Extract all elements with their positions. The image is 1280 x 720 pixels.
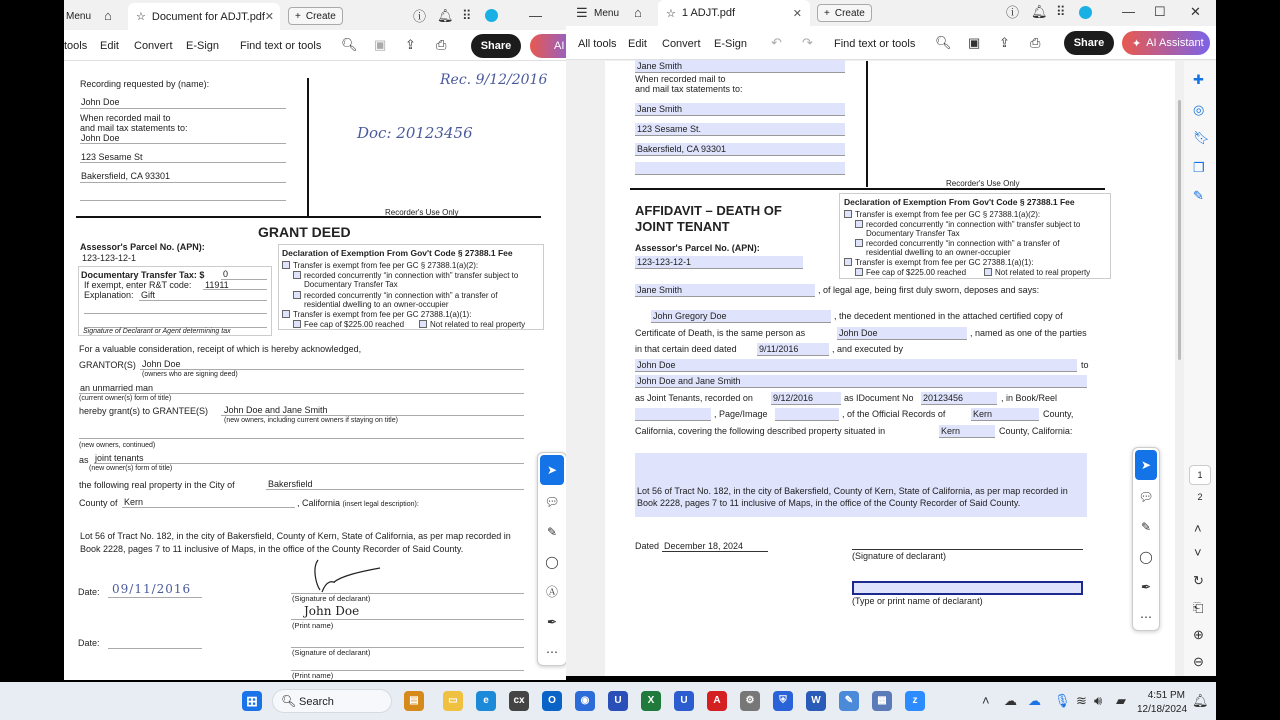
close-window-icon[interactable]: ✕ [1190, 4, 1201, 19]
sign-icon[interactable]: ✒ [546, 615, 558, 629]
tab-title: 1 ADJT.pdf [681, 7, 736, 19]
text: County, [1043, 409, 1074, 419]
value: 11911 [205, 280, 229, 290]
text-box-icon[interactable]: Ⓐ [545, 585, 558, 599]
edit-button[interactable]: Edit [100, 40, 119, 52]
checkbox[interactable] [855, 220, 863, 228]
ai-label: AI [554, 40, 565, 52]
page-fit-icon[interactable]: ⎗ [1193, 600, 1204, 615]
search-icon[interactable]: 🔍︎ [341, 37, 358, 52]
apps-icon[interactable]: ⠿ [1056, 4, 1066, 19]
search-icon: 🔍︎ [281, 694, 297, 708]
executed-by-field[interactable]: John Doe [635, 359, 1077, 372]
tab-document[interactable] [658, 0, 810, 26]
checkbox[interactable] [293, 291, 301, 299]
home-icon[interactable]: ⌂ [634, 5, 642, 20]
all-tools-button[interactable]: All tools [578, 38, 617, 50]
tab-title: Document for ADJT.pdf [151, 10, 265, 23]
label: (Signature of declarant) [292, 648, 371, 657]
name-field[interactable]: Jane Smith [635, 60, 845, 73]
share-button[interactable]: Share [1064, 31, 1114, 55]
edit-button[interactable]: Edit [628, 38, 647, 50]
print-icon[interactable]: ⎙ [1030, 35, 1041, 50]
save-icon[interactable]: ▣ [968, 35, 981, 50]
floating-toolbar [537, 452, 566, 666]
transfer-tax-box [78, 266, 272, 336]
label: Transfer is exempt from fee per GC 27388.1(a)(1): [293, 310, 472, 319]
comment-icon[interactable]: 💬︎ [1138, 490, 1154, 504]
minimize-icon[interactable]: — [1122, 4, 1135, 19]
notification-bell-icon[interactable]: 🔔︎ [1192, 693, 1209, 708]
page-2-button[interactable]: 2 [1197, 492, 1203, 502]
print-icon[interactable]: ⎙ [436, 37, 447, 52]
menu-button[interactable]: Menu [66, 11, 92, 22]
value: John Doe [81, 97, 120, 107]
bell-icon[interactable]: 🔔︎ [437, 8, 454, 23]
checkbox[interactable] [984, 268, 992, 276]
label: the following real property in the City of [79, 480, 235, 490]
recorded-date-field[interactable]: 9/12/2016 [771, 392, 841, 405]
excel-icon[interactable]: X [641, 691, 661, 711]
chevron-down-icon[interactable]: ˅ [1194, 545, 1202, 560]
left-acrobat-window [64, 0, 566, 680]
help-icon[interactable]: ⓘ [413, 9, 427, 24]
label: hereby grant(s) to GRANTEE(S) [79, 406, 209, 416]
comment-add-icon[interactable]: ✚ [1193, 72, 1204, 87]
rotate-icon[interactable]: ↻ [1193, 573, 1204, 588]
checkbox[interactable] [844, 258, 852, 266]
value: Gift [141, 290, 156, 300]
label: Signature of Declarant or Agent determining tax [83, 328, 231, 335]
hint: (new owners, continued) [79, 442, 156, 449]
signature-drawing [308, 558, 388, 594]
briefcase-app-icon[interactable]: ▤ [404, 691, 424, 711]
hint: (current owner(s) form of title) [79, 395, 172, 402]
text: in that certain deed dated [635, 344, 737, 354]
label: Assessor's Parcel No. (APN): [80, 242, 205, 252]
chevron-up-icon[interactable]: ˄ [982, 693, 990, 708]
chevron-up-icon[interactable]: ˄ [1194, 521, 1202, 536]
lasso-icon[interactable]: ◯ [545, 555, 559, 569]
handwritten-name: John Doe [304, 604, 360, 618]
value: John Doe and Jane Smith [224, 405, 328, 415]
upload-icon[interactable]: ⇪ [405, 37, 416, 52]
hint: (insert legal description): [342, 501, 419, 508]
text: , the decedent mentioned in the attached certified copy of [834, 311, 1063, 321]
windows-start-icon[interactable]: ⊞ [242, 691, 262, 711]
label: residential dwelling to an owner-occupier [866, 248, 1011, 257]
value: 0 [223, 269, 229, 279]
minimize-icon[interactable]: — [529, 8, 542, 23]
text: Certificate of Death, is the same person as [635, 328, 806, 338]
print-name-field[interactable] [852, 581, 1083, 595]
checkbox[interactable] [855, 239, 863, 247]
legal-description: Lot 56 of Tract No. 182, in the city of Bakersfield, County of Kern, State of California, as per map recorded in Book 2228, pages 7 to 11 inclusive of Maps, in the office of the County Recorder of Said County. [80, 531, 511, 554]
ai-icon[interactable]: ◎ [1193, 102, 1205, 117]
text: , of legal age, being first duly sworn, deposes and says: [818, 285, 1040, 295]
toolbar [566, 26, 1216, 60]
value: Kern [124, 497, 144, 507]
avatar[interactable] [1079, 6, 1092, 19]
app-icon[interactable]: cx [509, 691, 529, 711]
document-title: GRANT DEED [258, 224, 351, 240]
label: Not related to real property [995, 268, 1091, 277]
close-tab-icon[interactable]: ✕ [792, 7, 802, 20]
app-icon[interactable]: ▦ [872, 691, 892, 711]
onedrive-sync-icon[interactable]: ☁ [1028, 693, 1041, 708]
zoom-app-icon[interactable]: z [905, 691, 925, 711]
checkbox[interactable] [855, 268, 863, 276]
value: joint tenants [95, 453, 144, 463]
label: Transfer is exempt from fee per GC § 27388.1(a)(2): [293, 261, 479, 270]
label: Dated [635, 541, 660, 551]
street-field[interactable]: 123 Sesame St. [635, 123, 845, 136]
handwritten-note: Doc: 20123456 [357, 124, 473, 142]
label: When recorded mail to [635, 74, 726, 84]
label: and mail tax statements to: [80, 123, 188, 133]
label: (Signature of declarant) [852, 551, 947, 561]
exemption-box [839, 193, 1111, 279]
app-icon[interactable]: ✎ [839, 691, 859, 711]
text: , Page/Image [714, 409, 768, 419]
ai-icon: ✦ [1132, 37, 1142, 50]
label: Recording requested by (name): [80, 79, 210, 89]
more-icon[interactable]: ⋯ [1140, 610, 1152, 624]
plus-icon: + [824, 7, 830, 19]
label: Declaration of Exemption From Gov't Code § 27388.1 Fee [282, 248, 513, 258]
avatar[interactable] [485, 9, 498, 22]
text: , of the Official Records of [842, 409, 946, 419]
label: GRANTOR(S) [79, 360, 136, 370]
esign-button[interactable]: E-Sign [714, 38, 748, 50]
label: Transfer is exempt from fee per GC § 27388.1(a)(2): [855, 210, 1041, 219]
exemption-box [278, 244, 544, 330]
label: Documentary Transfer Tax: $ [81, 270, 205, 280]
county-field[interactable]: Kern [971, 408, 1039, 421]
apps-icon[interactable]: ⠿ [462, 8, 472, 23]
label: Fee cap of $225.00 reached [866, 268, 967, 277]
app-icon[interactable]: U [608, 691, 628, 711]
value: Bakersfield [268, 479, 313, 489]
save-icon[interactable]: ▣ [374, 37, 387, 52]
document-number-field[interactable]: 20123456 [921, 392, 997, 405]
label: (Print name) [292, 671, 334, 680]
label: When recorded mail to [80, 113, 171, 123]
text: as Joint Tenants, recorded on [635, 393, 753, 403]
find-tools-button[interactable]: Find text or tools [834, 38, 916, 50]
outlook-icon[interactable]: O [542, 691, 562, 711]
label: Fee cap of $225.00 reached [304, 320, 405, 329]
convert-button[interactable]: Convert [134, 40, 173, 52]
search-label: Search [299, 696, 334, 708]
checkbox[interactable] [844, 210, 852, 218]
bell-icon[interactable]: 🔔︎ [1031, 4, 1048, 19]
label: recorded concurrently “in connection with” transfer subject to [866, 220, 1081, 229]
label: recorded concurrently “in connection with” transfer subject to [304, 271, 519, 280]
checkbox[interactable] [282, 261, 290, 269]
zoom-out-icon[interactable]: ⊖ [1193, 654, 1204, 669]
checkbox[interactable] [293, 271, 301, 279]
value: John Doe [81, 133, 120, 143]
search-icon[interactable]: 🔍︎ [935, 35, 952, 50]
label: , California [297, 498, 341, 508]
label: and mail tax statements to: [635, 84, 743, 94]
value: 123 Sesame St [81, 152, 143, 162]
label: Transfer is exempt from fee per GC 27388.1(a)(1): [855, 258, 1034, 267]
scrollbar[interactable] [1178, 100, 1181, 360]
acrobat-icon[interactable]: A [707, 691, 727, 711]
text: For a valuable consideration, receipt of which is hereby acknowledged, [79, 344, 362, 354]
undo-icon[interactable]: ↶ [771, 35, 782, 50]
decedent-field[interactable]: John Gregory Doe [651, 310, 831, 323]
checkbox[interactable] [293, 320, 301, 328]
city-field[interactable]: Bakersfield, CA 93301 [635, 143, 845, 156]
windows-taskbar [0, 682, 1216, 720]
label: Explanation: [84, 290, 134, 300]
text: , and executed by [832, 344, 904, 354]
convert-button[interactable]: Convert [662, 38, 701, 50]
text: , in Book/Reel [1001, 393, 1058, 403]
document-title: JOINT TENANT [635, 219, 730, 234]
pen-icon[interactable]: ✎ [1140, 520, 1152, 534]
maximize-icon[interactable]: ☐ [1154, 4, 1166, 19]
esign-button[interactable]: E-Sign [186, 40, 220, 52]
security-icon[interactable]: ⛨ [773, 691, 793, 711]
grantees-field[interactable]: John Doe and Jane Smith [635, 375, 1087, 388]
legal-description-field[interactable] [635, 453, 1087, 517]
file-explorer-icon[interactable]: ▭ [443, 691, 463, 711]
label: as [79, 455, 89, 465]
sign-icon[interactable]: ✒ [1140, 580, 1152, 594]
all-tools-button[interactable]: tools [64, 40, 88, 52]
label: residential dwelling to an owner-occupier [304, 300, 449, 309]
plus-icon: + [295, 10, 301, 22]
label: (Type or print name of declarant) [852, 596, 983, 606]
left-document-page [64, 62, 548, 680]
create-label: Create [305, 10, 336, 22]
create-label: Create [834, 7, 865, 19]
volume-icon[interactable]: 🔊︎ [1094, 693, 1103, 708]
text: as IDocument No [844, 393, 914, 403]
handwritten-date: 09/11/2016 [112, 582, 192, 596]
text: California, covering the following described property situated in [635, 426, 886, 436]
label: Recorder's Use Only [946, 179, 1020, 188]
page-1-button[interactable]: 1 [1189, 465, 1211, 485]
text: , named as one of the parties [970, 328, 1087, 338]
settings-icon[interactable]: ⚙ [740, 691, 760, 711]
value: Bakersfield, CA 93301 [81, 171, 171, 181]
star-icon[interactable]: ☆ [666, 7, 676, 20]
clock-date[interactable]: 12/18/2024 [1137, 704, 1188, 715]
upload-icon[interactable]: ⇪ [999, 35, 1010, 50]
text: County, California: [999, 426, 1073, 436]
pen-icon[interactable]: ✎ [546, 525, 558, 539]
close-tab-icon[interactable]: ✕ [264, 11, 274, 23]
hint: (new owner(s) form of title) [89, 465, 173, 472]
value: an unmarried man [80, 383, 154, 393]
comment-icon[interactable]: 💬︎ [544, 495, 560, 509]
right-sidebar [1184, 61, 1216, 676]
value: 123-123-12-1 [82, 253, 137, 263]
label: Recorder's Use Only [385, 208, 459, 217]
apn-field[interactable]: 123-123-12-1 [635, 256, 803, 269]
dated-value: December 18, 2024 [664, 541, 744, 551]
label: Assessor's Parcel No. (APN): [635, 243, 760, 253]
label: (Print name) [292, 621, 334, 630]
find-tools-button[interactable]: Find text or tools [240, 40, 322, 52]
home-icon[interactable]: ⌂ [104, 8, 112, 23]
menu-button[interactable]: Menu [594, 8, 620, 19]
checkbox[interactable] [282, 310, 290, 318]
tab-bar [64, 0, 566, 30]
taskbar-search[interactable] [272, 689, 392, 713]
clock-time[interactable]: 4:51 PM [1147, 690, 1185, 701]
label: (Signature of declarant) [292, 594, 371, 603]
page-field[interactable] [775, 408, 839, 421]
star-icon[interactable]: ☆ [136, 11, 146, 23]
word-icon[interactable]: W [806, 691, 826, 711]
help-icon[interactable]: ⓘ [1006, 5, 1020, 20]
edge-icon[interactable]: e [476, 691, 496, 711]
handwritten-note: Rec. 9/12/2016 [440, 72, 548, 88]
label: recorded concurrently “in connection with” a transfer of [866, 239, 1060, 248]
app-icon[interactable]: ◉ [575, 691, 595, 711]
label: Date: [78, 638, 100, 648]
ai-assistant-button[interactable] [1122, 31, 1210, 55]
lasso-icon[interactable]: ◯ [1139, 550, 1153, 564]
cursor-icon[interactable]: ➤ [540, 455, 564, 485]
app-icon[interactable]: U [674, 691, 694, 711]
label: Date: [78, 587, 100, 597]
tab-bar [566, 0, 1216, 26]
microphone-icon[interactable]: 🎙︎ [1054, 693, 1071, 708]
label: Declaration of Exemption From Gov't Code § 27388.1 Fee [844, 197, 1075, 207]
county-field-2[interactable]: Kern [939, 425, 995, 438]
cursor-icon[interactable]: ➤ [1135, 450, 1157, 480]
text: to [1081, 360, 1089, 370]
more-icon[interactable]: ⋯ [546, 645, 558, 659]
label: County of [79, 498, 118, 508]
right-document-page [605, 61, 1175, 676]
right-acrobat-window [566, 0, 1216, 676]
ai-assistant-button[interactable] [530, 34, 566, 58]
mail-name-field[interactable]: Jane Smith [635, 103, 845, 116]
book-field[interactable] [635, 408, 711, 421]
redo-icon[interactable]: ↷ [802, 35, 813, 50]
value: John Doe [142, 359, 181, 369]
label: Not related to real property [430, 320, 526, 329]
label: Documentary Transfer Tax [866, 229, 960, 238]
create-button[interactable] [288, 7, 343, 25]
hamburger-menu-icon[interactable]: ☰ [576, 5, 588, 20]
onedrive-icon[interactable]: ☁ [1004, 693, 1017, 708]
pages-icon[interactable]: ❐ [1193, 160, 1205, 175]
create-button[interactable] [817, 4, 872, 22]
bookmark-icon[interactable]: 🔖︎ [1193, 130, 1210, 145]
share-button[interactable]: Share [471, 34, 521, 58]
hint: (owners who are signing deed) [142, 371, 238, 378]
extra-address-field[interactable] [635, 162, 845, 175]
battery-icon[interactable]: ▰ [1116, 693, 1126, 708]
ai-label: AI Assistant [1146, 37, 1204, 49]
tab-document[interactable] [128, 3, 280, 30]
declarant-field[interactable]: Jane Smith [635, 284, 815, 297]
checkbox[interactable] [419, 320, 427, 328]
deed-date-field[interactable]: 9/11/2016 [757, 343, 829, 356]
wifi-icon[interactable]: ≋ [1076, 693, 1087, 708]
label: If exempt, enter R&T code: [84, 280, 192, 290]
label: recorded concurrently “in connection with” a transfer of [304, 291, 498, 300]
document-title: AFFIDAVIT – DEATH OF [635, 203, 782, 218]
floating-toolbar [1132, 447, 1160, 631]
legal-description: Lot 56 of Tract No. 182, in the city of Bakersfield, County of Kern, State of California, as per map recorded in Book 2228, pages 7 to 11 inclusive of Maps, in the office of the County Recorder of Said County. [637, 486, 1068, 508]
edit-pdf-icon[interactable]: ✎ [1193, 188, 1204, 203]
hint: (new owners, including current owners if staying on title) [224, 417, 398, 424]
label: Documentary Transfer Tax [304, 280, 398, 289]
zoom-in-icon[interactable]: ⊕ [1193, 627, 1204, 642]
same-person-field[interactable]: John Doe [837, 327, 967, 340]
